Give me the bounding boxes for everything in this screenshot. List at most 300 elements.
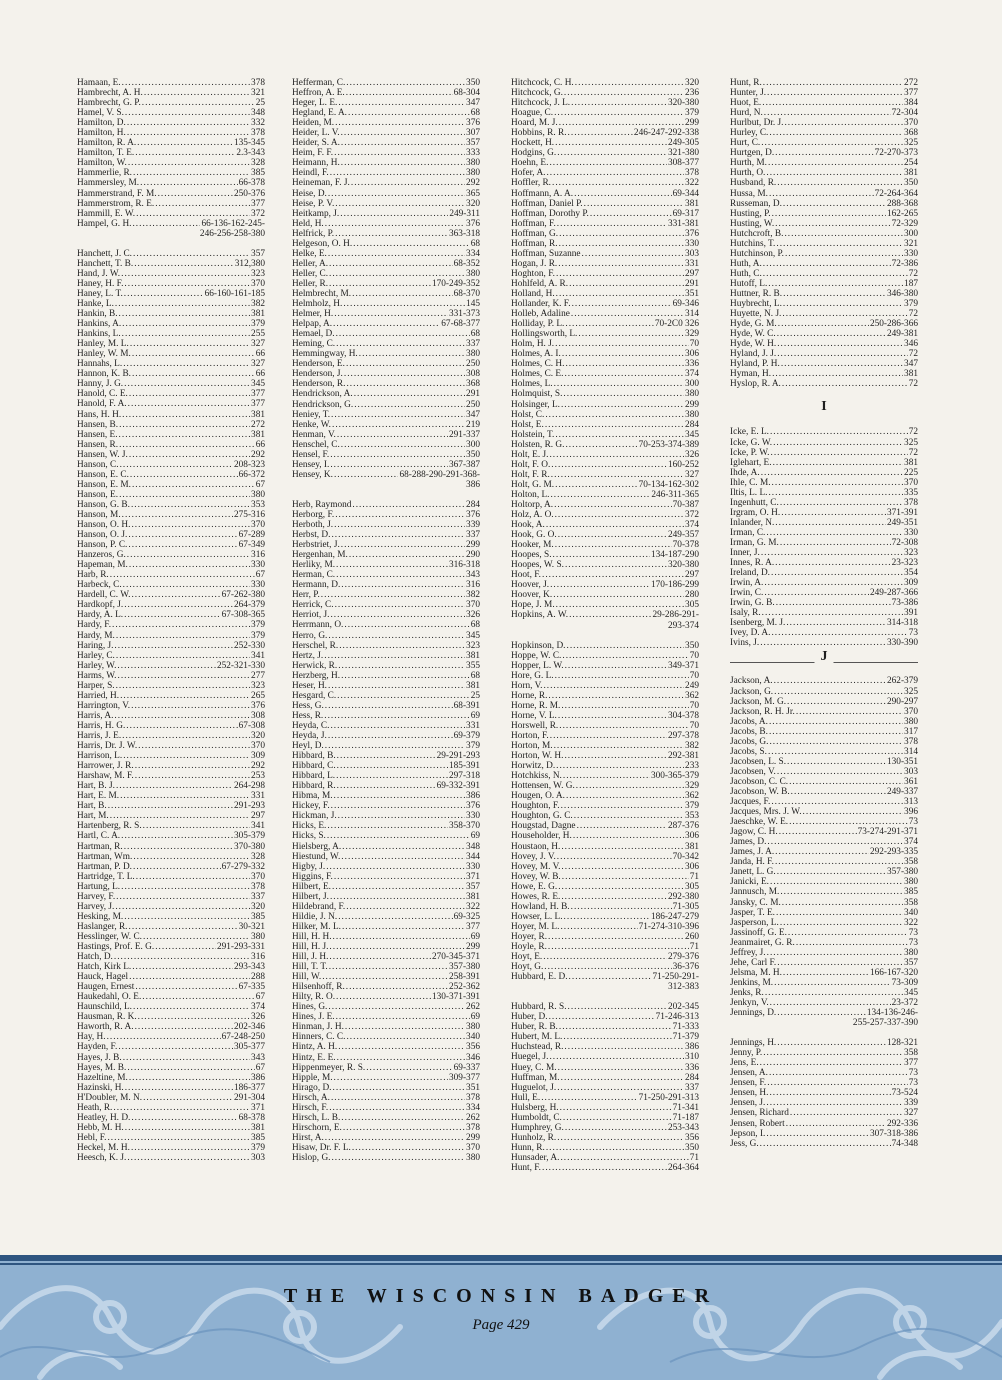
- leader-dots: [138, 1012, 250, 1022]
- entry-pages: 316-318: [449, 560, 480, 571]
- leader-dots: [329, 269, 465, 279]
- entry-pages: 380: [251, 489, 265, 500]
- entry-name: Harley, W.: [77, 660, 117, 671]
- leader-dots: [544, 962, 671, 972]
- entry-pages: 304-378: [668, 710, 699, 721]
- leader-dots: [564, 1042, 684, 1052]
- index-entry: [77, 279, 265, 289]
- entry-name: Hibbard, R.: [292, 781, 336, 792]
- index-entry: [77, 269, 265, 279]
- leader-dots: [346, 1032, 465, 1042]
- leader-dots: [131, 1113, 237, 1123]
- leader-dots: [138, 741, 250, 751]
- entry-pages: 246-311-365: [651, 489, 699, 500]
- entry-pages: 170-186-299: [650, 580, 699, 591]
- index-entry: [77, 821, 265, 831]
- entry-pages: 275-316: [234, 509, 265, 520]
- index-entry: [511, 962, 699, 972]
- leader-dots: [783, 299, 903, 309]
- entry-name: Hardell, C. W.: [77, 590, 131, 601]
- leader-dots: [781, 359, 903, 369]
- entry-pages: 362: [685, 690, 699, 701]
- index-entry: [730, 379, 918, 389]
- entry-name: Jensen, H.: [730, 1088, 769, 1099]
- leader-dots: [569, 279, 684, 289]
- index-entry: [511, 862, 699, 872]
- entry-pages: 337: [251, 891, 265, 902]
- entry-name: Holz, A. O.: [511, 510, 554, 521]
- entry-pages: 370: [251, 520, 265, 531]
- entry-name: Hogan, J. R.: [511, 258, 558, 269]
- entry-name: Hollingsworth, L.: [511, 329, 578, 340]
- entry-pages: 284: [685, 1072, 699, 1083]
- entry-name: Hart, B.: [77, 801, 107, 812]
- entry-pages: 379: [251, 620, 265, 631]
- leader-dots: [782, 379, 908, 389]
- section-letter: J: [815, 652, 834, 662]
- entry-pages: 334: [466, 1102, 480, 1113]
- entry-name: Hamilton, T. E.: [77, 148, 135, 159]
- entry-pages: 370: [466, 600, 480, 611]
- entry-name: Hurth, M.: [730, 158, 767, 169]
- entry-pages: 358: [904, 897, 918, 908]
- leader-dots: [762, 98, 903, 108]
- index-entry: [730, 988, 918, 998]
- entry-name: Haney, L. T.: [77, 288, 123, 299]
- leader-dots: [346, 379, 465, 389]
- entry-name: Hartman, R.: [77, 841, 123, 852]
- index-entry: [292, 540, 480, 550]
- entry-name: Hussa, M.: [730, 188, 768, 199]
- index-entry: [292, 178, 480, 188]
- entry-name: Hines, G.: [292, 1002, 328, 1013]
- leader-dots: [130, 339, 250, 349]
- entry-pages: 208-323: [234, 459, 265, 470]
- entry-name: Jacobson, C. C.: [730, 776, 789, 787]
- entry-name: Held, H.: [292, 218, 324, 229]
- leader-dots: [777, 339, 903, 349]
- entry-pages: 363-318: [449, 228, 480, 239]
- entry-name: Helmbrecht, M.: [292, 288, 352, 299]
- index-entry: [730, 707, 918, 717]
- leader-dots: [573, 831, 684, 841]
- index-entry: [511, 691, 699, 701]
- index-entry: [730, 1119, 918, 1129]
- entry-pages: 358: [904, 857, 918, 868]
- leader-dots: [778, 319, 869, 329]
- entry-pages: 323: [466, 640, 480, 651]
- index-entry: [730, 787, 918, 797]
- leader-dots: [329, 259, 453, 269]
- entry-name: Hartenberg, R. S.: [77, 821, 142, 832]
- entry-name: Irgram, O. H.: [730, 507, 781, 518]
- entry-name: Harris, H. G.: [77, 720, 126, 731]
- entry-name: Hutchins, T.: [730, 238, 776, 249]
- leader-dots: [328, 1002, 465, 1012]
- leader-dots: [559, 118, 684, 128]
- leader-dots: [564, 751, 667, 761]
- index-entry: [730, 478, 918, 488]
- entry-name: Hirst, A.: [292, 1132, 324, 1143]
- index-entry: [77, 128, 265, 138]
- entry-name: Harrington, V.: [77, 700, 131, 711]
- index-entry: [730, 488, 918, 498]
- index-entry: [730, 1098, 918, 1108]
- entry-name: Hoover, K.: [511, 590, 553, 601]
- entry-pages: 380: [251, 931, 265, 942]
- entry-pages: 385: [251, 911, 265, 922]
- entry-name: Hanley, M. L.: [77, 339, 129, 350]
- leader-dots: [564, 912, 650, 922]
- index-entry: [77, 460, 265, 470]
- leader-dots: [560, 1103, 672, 1113]
- entry-pages: 380: [466, 1152, 480, 1163]
- entry-pages: 185-391: [449, 761, 480, 772]
- index-entry: [730, 369, 918, 379]
- leader-dots: [576, 781, 684, 791]
- entry-name: Hamilton, W.: [77, 158, 127, 169]
- index-entry: [77, 108, 265, 118]
- leader-dots: [131, 701, 250, 711]
- index-entry: [77, 440, 265, 450]
- entry-pages: 68: [470, 108, 480, 119]
- leader-dots: [777, 329, 886, 339]
- entry-pages: 71: [689, 1152, 699, 1163]
- entry-pages: 380: [904, 947, 918, 958]
- leader-dots: [557, 1133, 684, 1143]
- index-entry: [511, 440, 699, 450]
- entry-pages: 379: [251, 1142, 265, 1153]
- entry-name: Hannahs, L.: [77, 359, 123, 370]
- entry-name: Holt, F. O.: [511, 459, 551, 470]
- entry-name: Icke, G. W.: [730, 437, 773, 448]
- entry-name: Ingenhutt, C.: [730, 497, 779, 508]
- leader-dots: [553, 590, 684, 600]
- leader-dots: [763, 1048, 903, 1058]
- leader-dots: [784, 118, 903, 128]
- leader-dots: [334, 520, 465, 530]
- entry-pages: 322: [466, 901, 480, 912]
- entry-pages: 379: [466, 741, 480, 752]
- index-entry: [292, 801, 480, 811]
- index-entry: [77, 349, 265, 359]
- entry-pages: 326: [466, 610, 480, 621]
- index-entry: [730, 108, 918, 118]
- entry-name: Hoard, M. J.: [511, 118, 558, 129]
- index-entry: [511, 1073, 699, 1083]
- index-entry: [292, 751, 480, 761]
- leader-dots: [121, 269, 250, 279]
- entry-pages: 72-329: [891, 218, 918, 229]
- index-entry: [730, 638, 918, 648]
- leader-dots: [137, 138, 233, 148]
- index-entry: [292, 359, 480, 369]
- index-entry: [292, 641, 480, 651]
- leader-dots: [574, 189, 672, 199]
- leader-dots: [329, 1103, 465, 1113]
- leader-dots: [773, 458, 903, 468]
- entry-pages: 68: [470, 620, 480, 631]
- index-entry: [292, 369, 480, 379]
- index-entry: [511, 681, 699, 691]
- entry-pages: 317: [904, 726, 918, 737]
- entry-name: Herriot, J.: [292, 610, 330, 621]
- entry-name: Hilbert, E.: [292, 881, 331, 892]
- index-entry: [511, 359, 699, 369]
- entry-pages: 377: [251, 399, 265, 410]
- leader-dots: [555, 138, 667, 148]
- index-entry: [77, 369, 265, 379]
- entry-pages: 66-372: [238, 469, 265, 480]
- entry-pages: 73-386: [891, 598, 918, 609]
- entry-pages: 334: [466, 248, 480, 259]
- index-entry: [77, 189, 265, 199]
- entry-pages: 162-265: [887, 208, 918, 219]
- index-entry: [730, 747, 918, 757]
- entry-name: Hunt, F.: [511, 1162, 541, 1173]
- index-entry: [77, 560, 265, 570]
- entry-name: Hendrickson, G.: [292, 399, 354, 410]
- index-entry: [730, 837, 918, 847]
- entry-name: Janicki, E.: [730, 877, 769, 888]
- leader-dots: [786, 618, 886, 628]
- index-entry: [292, 761, 480, 771]
- entry-pages: 331: [251, 791, 265, 802]
- entry-pages: 331-373: [449, 309, 480, 320]
- entry-name: Higby, J.: [292, 861, 326, 872]
- index-entry: [77, 299, 265, 309]
- leader-dots: [565, 319, 653, 329]
- leader-dots: [565, 661, 667, 671]
- leader-dots: [335, 199, 465, 209]
- index-entry: [511, 269, 699, 279]
- entry-name: Hickman, J.: [292, 811, 337, 822]
- leader-dots: [336, 329, 470, 339]
- entry-name: Hisaw, Dr. F. L.: [292, 1142, 351, 1153]
- entry-name: Jensen, J.: [730, 1098, 766, 1109]
- entry-pages: 70-378: [672, 540, 699, 551]
- entry-pages: 346-380: [887, 288, 918, 299]
- index-entry: [511, 1093, 699, 1103]
- entry-name: Hart, B. J.: [77, 781, 115, 792]
- entry-pages: 272: [251, 419, 265, 430]
- entry-name: Hyde, G. M.: [730, 319, 777, 330]
- index-entry: [77, 420, 265, 430]
- index-entry: [292, 128, 480, 138]
- entry-pages: 290-297: [887, 696, 918, 707]
- leader-dots: [768, 158, 903, 168]
- entry-pages: 320-380: [668, 560, 699, 571]
- leader-dots: [143, 821, 250, 831]
- entry-name: Heimann, H.: [292, 158, 340, 169]
- entry-pages: 340: [466, 1032, 480, 1043]
- leader-dots: [108, 801, 233, 811]
- index-entry: [730, 239, 918, 249]
- entry-pages: 249-357: [668, 530, 699, 541]
- entry-pages: 303: [904, 766, 918, 777]
- entry-pages: 381: [904, 369, 918, 380]
- leader-dots: [556, 761, 684, 771]
- index-entry: [730, 847, 918, 857]
- entry-name: Jacobs, A.: [730, 716, 768, 727]
- entry-pages: 379: [251, 630, 265, 641]
- leader-dots: [796, 938, 908, 948]
- index-entry: [511, 1083, 699, 1093]
- leader-dots: [124, 842, 233, 852]
- leader-dots: [325, 701, 453, 711]
- leader-dots: [578, 329, 684, 339]
- entry-pages: 382: [466, 590, 480, 601]
- leader-dots: [132, 349, 255, 359]
- leader-dots: [775, 847, 869, 857]
- index-entry: [511, 209, 699, 219]
- entry-pages: 70: [689, 700, 699, 711]
- entry-pages: 280: [685, 590, 699, 601]
- leader-dots: [110, 811, 250, 821]
- entry-pages: 70-2C0 326: [654, 319, 699, 330]
- entry-pages: 272: [904, 78, 918, 88]
- entry-name: Hicks, S.: [292, 831, 326, 842]
- index-entry: [511, 410, 699, 420]
- index-entry: [77, 912, 265, 922]
- entry-name: Jenny, P.: [730, 1048, 763, 1059]
- leader-dots: [568, 128, 633, 138]
- footer-title: THE WISCONSIN BADGER: [283, 1285, 719, 1307]
- leader-dots: [322, 972, 448, 982]
- leader-dots: [767, 837, 903, 847]
- entry-name: Jensen, Robert: [730, 1118, 785, 1129]
- index-entry: [511, 811, 699, 821]
- index-entry: [730, 118, 918, 128]
- index-entry: [77, 992, 265, 1002]
- leader-dots: [135, 148, 235, 158]
- index-entry: [730, 309, 918, 319]
- entry-name: Hamilton, D.: [77, 118, 126, 129]
- entry-pages: 264-379: [234, 600, 265, 611]
- entry-pages: 67-248-250: [221, 1032, 265, 1043]
- index-entry: [77, 610, 265, 620]
- index-entry: [77, 389, 265, 399]
- entry-pages: 264-298: [234, 781, 265, 792]
- entry-name: Hinners, C. C.: [292, 1032, 346, 1043]
- entry-name: Hammerlie, R.: [77, 168, 132, 179]
- index-entry: [292, 1063, 480, 1073]
- entry-pages: 297: [251, 811, 265, 822]
- entry-name: Holsten, R. G.: [511, 439, 565, 450]
- index-entry: [77, 972, 265, 982]
- entry-name: Hankins, A.: [77, 319, 122, 330]
- leader-dots: [575, 78, 684, 88]
- index-entry: [292, 410, 480, 420]
- index-entry: [511, 580, 699, 590]
- entry-pages: 67-279-332: [221, 861, 265, 872]
- entry-name: Irwin, A.: [730, 578, 764, 589]
- index-entry: [511, 460, 699, 470]
- index-entry: [730, 158, 918, 168]
- leader-dots: [122, 319, 250, 329]
- index-entry: [292, 138, 480, 148]
- entry-name: Jasperson, L.: [730, 917, 779, 928]
- leader-dots: [771, 568, 903, 578]
- leader-dots: [762, 608, 903, 618]
- entry-name: Hoopes, W. S.: [511, 560, 564, 571]
- leader-dots: [549, 450, 684, 460]
- entry-name: Jensen, A.: [730, 1068, 768, 1079]
- index-entry: [292, 550, 480, 560]
- entry-pages: 70: [689, 670, 699, 681]
- index-entry: [730, 618, 918, 628]
- index-entry: [511, 661, 699, 671]
- index-entry: [292, 108, 480, 118]
- index-entry: [77, 761, 265, 771]
- entry-pages: 25: [470, 690, 480, 701]
- entry-pages: 291-293-331: [216, 941, 265, 952]
- leader-dots: [331, 530, 465, 540]
- leader-dots: [328, 249, 465, 259]
- entry-pages: 380: [466, 349, 480, 360]
- entry-name: Harvey, J.: [77, 901, 115, 912]
- entry-pages: 69-325: [453, 911, 480, 922]
- entry-name: Ireland, D.: [730, 568, 771, 579]
- entry-pages: 381: [685, 841, 699, 852]
- leader-dots: [330, 168, 465, 178]
- entry-name: Heider, L. V.: [292, 128, 340, 139]
- index-entry: [77, 1053, 265, 1063]
- entry-pages: 361: [904, 776, 918, 787]
- index-entry: [77, 168, 265, 178]
- leader-dots: [571, 902, 672, 912]
- index-entry: [511, 98, 699, 108]
- entry-pages: 346: [466, 1052, 480, 1063]
- leader-dots: [338, 1042, 465, 1052]
- entry-pages: 347: [904, 359, 918, 370]
- entry-pages: 293-343: [234, 962, 265, 973]
- entry-pages: 374: [251, 1002, 265, 1013]
- entry-name: Helfrick, P.: [292, 228, 335, 239]
- entry-pages: 73-274-291-371: [857, 827, 918, 838]
- entry-name: Hertz, J.: [292, 650, 324, 661]
- index-entry: [511, 249, 699, 259]
- leader-dots: [560, 1153, 688, 1163]
- entry-pages: 339: [904, 1098, 918, 1109]
- index-entry: [77, 259, 265, 269]
- index-entry: [730, 938, 918, 948]
- index-entry: [77, 319, 265, 329]
- entry-name: Hanson, O. J.: [77, 530, 128, 541]
- index-entry: [77, 78, 265, 88]
- entry-pages: 368: [904, 128, 918, 139]
- entry-pages: 371: [466, 871, 480, 882]
- leader-dots: [341, 158, 465, 168]
- index-entry: [730, 628, 918, 638]
- section-letter: I: [821, 399, 827, 415]
- index-entry: [511, 1153, 699, 1163]
- entry-name: Jannusch, M.: [730, 887, 780, 898]
- index-entry: [730, 128, 918, 138]
- index-entry: [730, 538, 918, 548]
- entry-pages: 384: [904, 98, 918, 109]
- entry-pages: 288: [251, 972, 265, 983]
- index-entry: [511, 922, 699, 932]
- leader-dots: [557, 219, 667, 229]
- leader-dots: [126, 721, 237, 731]
- leader-dots: [554, 741, 684, 751]
- index-entry: [511, 279, 699, 289]
- leader-dots: [559, 1022, 672, 1032]
- entry-pages: 337: [466, 530, 480, 541]
- leader-dots: [354, 389, 465, 399]
- index-entry: [511, 1143, 699, 1153]
